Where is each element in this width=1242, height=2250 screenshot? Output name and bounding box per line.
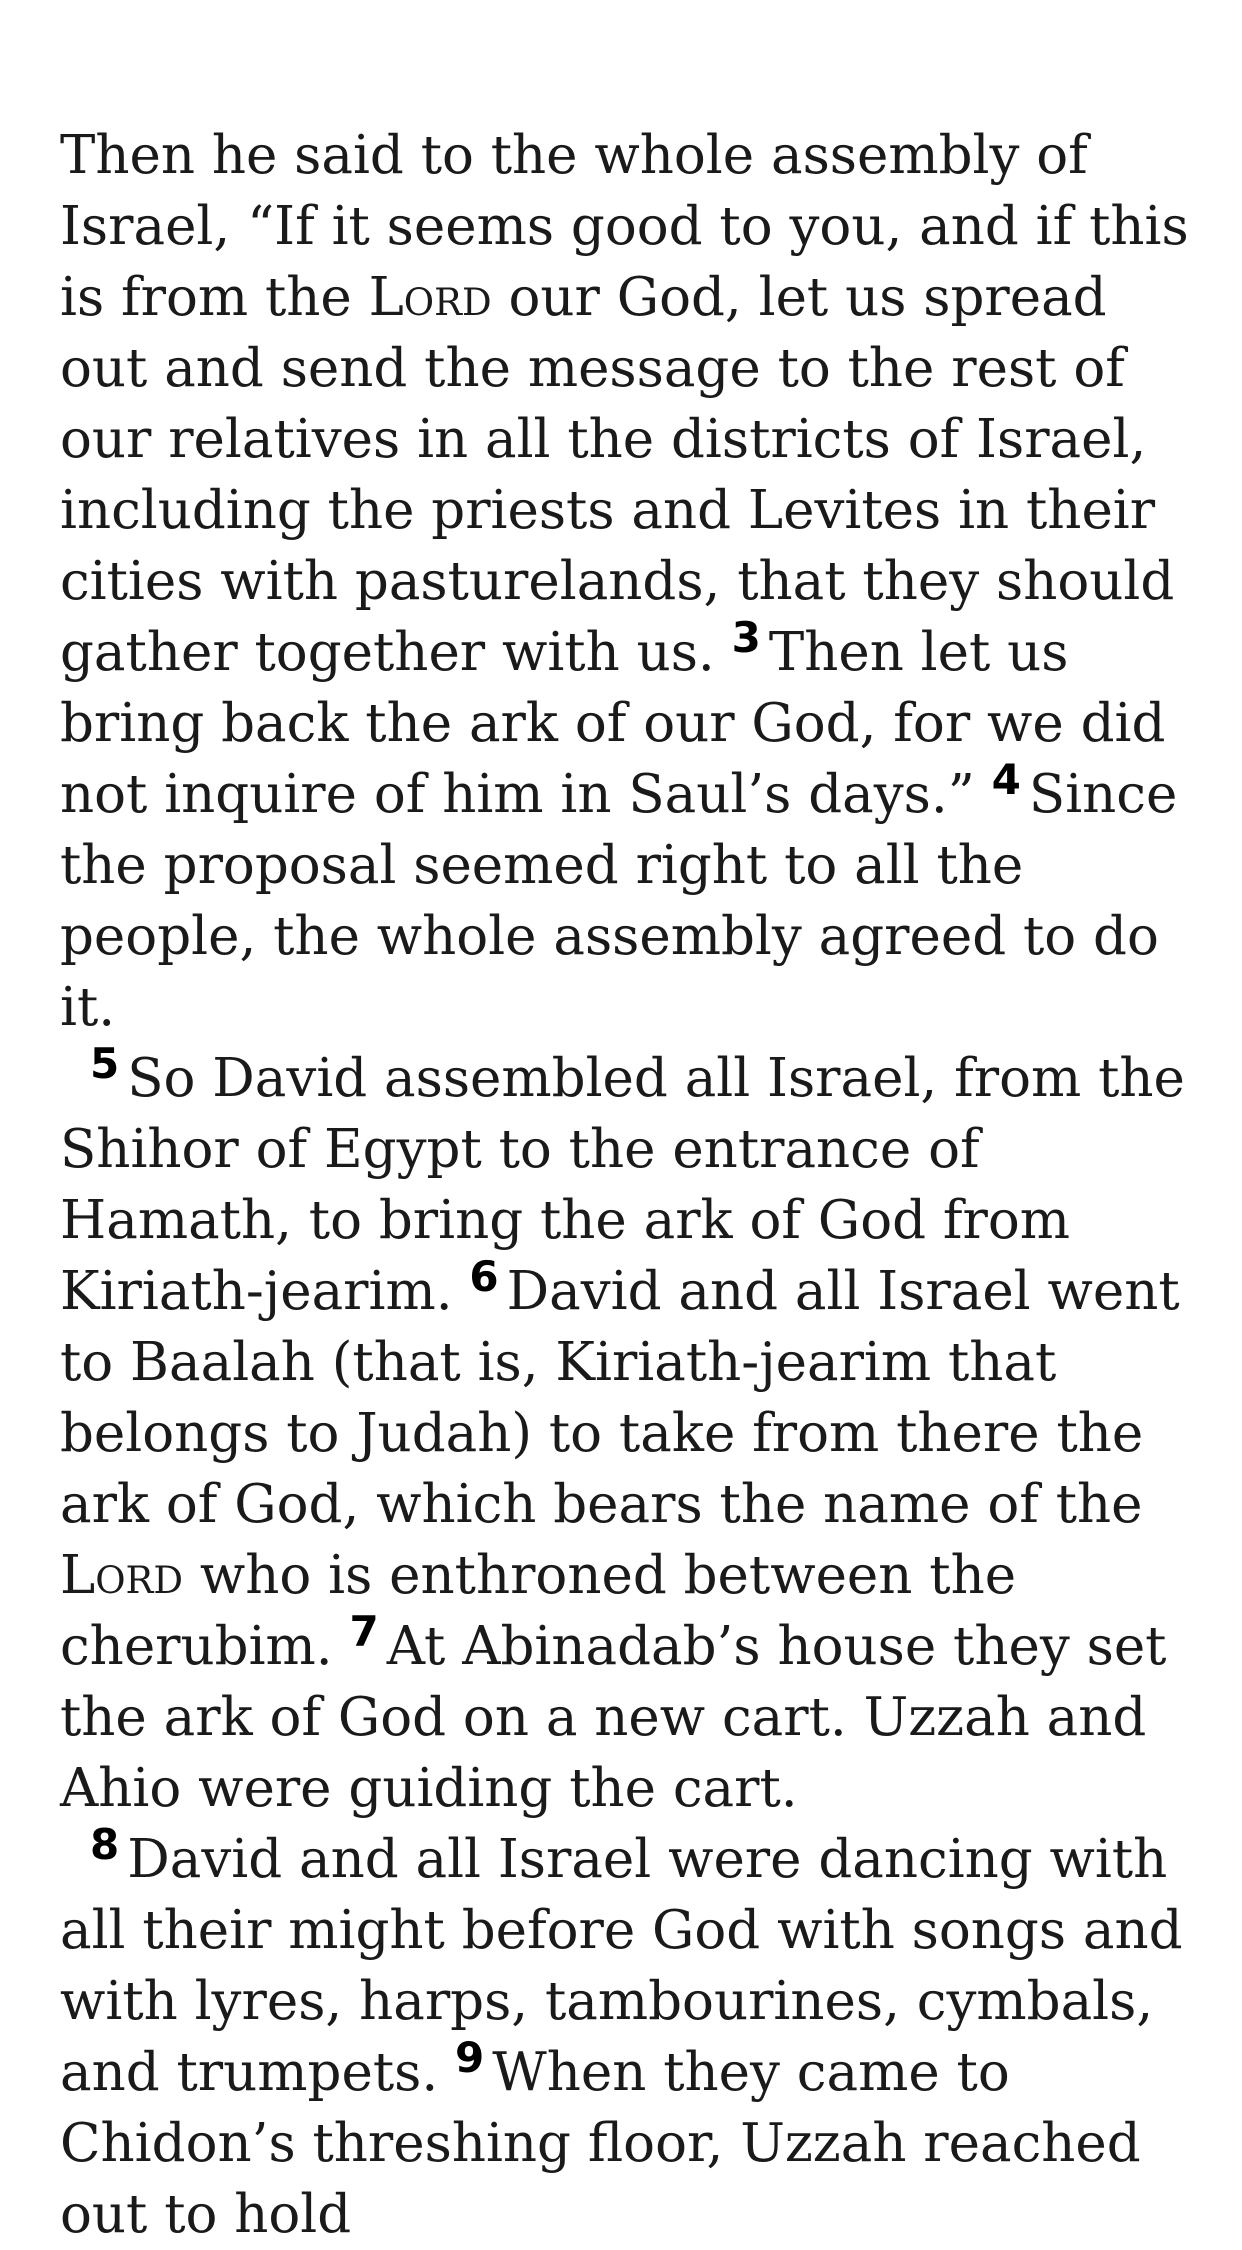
scripture-paragraph bbox=[60, 1039, 1200, 1824]
verse-text: who is enthroned between the cherubim. bbox=[60, 1545, 1017, 1677]
divine-name: Lord bbox=[60, 1545, 184, 1606]
verse-number[interactable]: 8 bbox=[90, 1820, 120, 1870]
verse-number[interactable]: 6 bbox=[469, 1252, 499, 1302]
verse-number[interactable]: 9 bbox=[455, 2033, 485, 2083]
verse-text: David and all Israel were dancing with all their might before God with songs and with lyres, harps, tambourines, cymbals, and trumpets. bbox=[60, 1829, 1183, 2103]
scripture-reader[interactable] bbox=[60, 120, 1200, 2250]
verse-text: Then he said to the whole assembly of Israel, “If it seems good to you, and if this is from the bbox=[60, 125, 1189, 328]
verse-number[interactable]: 5 bbox=[90, 1039, 120, 1089]
verse-text: Then let us bring back the ark of our God, for we did not inquire of him in Saul’s days.” bbox=[60, 622, 1166, 825]
verse-text: When they came to Chidon’s threshing floor, Uzzah reached out to hold bbox=[60, 2042, 1141, 2245]
verse-number[interactable]: 7 bbox=[349, 1607, 379, 1657]
verse-text: Since the proposal seemed right to all the people, the whole assembly agreed to do it. bbox=[60, 764, 1178, 1038]
verse-text: At Abinadab’s house they set the ark of God on a new cart. Uzzah and Ahio were guiding the cart. bbox=[60, 1616, 1167, 1819]
verse-number[interactable]: 4 bbox=[991, 755, 1021, 805]
verse-text: So David assembled all Israel, from the Shihor of Egypt to the entrance of Hamath, to bring the ark of God from Kiriath-jearim. bbox=[60, 1048, 1185, 1322]
scripture-paragraph bbox=[60, 1820, 1200, 2250]
verse-text: our God, let us spread out and send the message to the rest of our relatives in all the districts of Israel, including the priests and Levites in their cities with pasturelands, that they should gather together with us. bbox=[60, 267, 1175, 683]
verse-number[interactable]: 3 bbox=[731, 613, 761, 663]
divine-name: Lord bbox=[368, 267, 492, 328]
verse-text: David and all Israel went to Baalah (that is, Kiriath-jearim that belongs to Judah) to take from there the ark of God, which bears the name of the bbox=[60, 1261, 1180, 1535]
scripture-paragraph bbox=[60, 120, 1200, 1043]
